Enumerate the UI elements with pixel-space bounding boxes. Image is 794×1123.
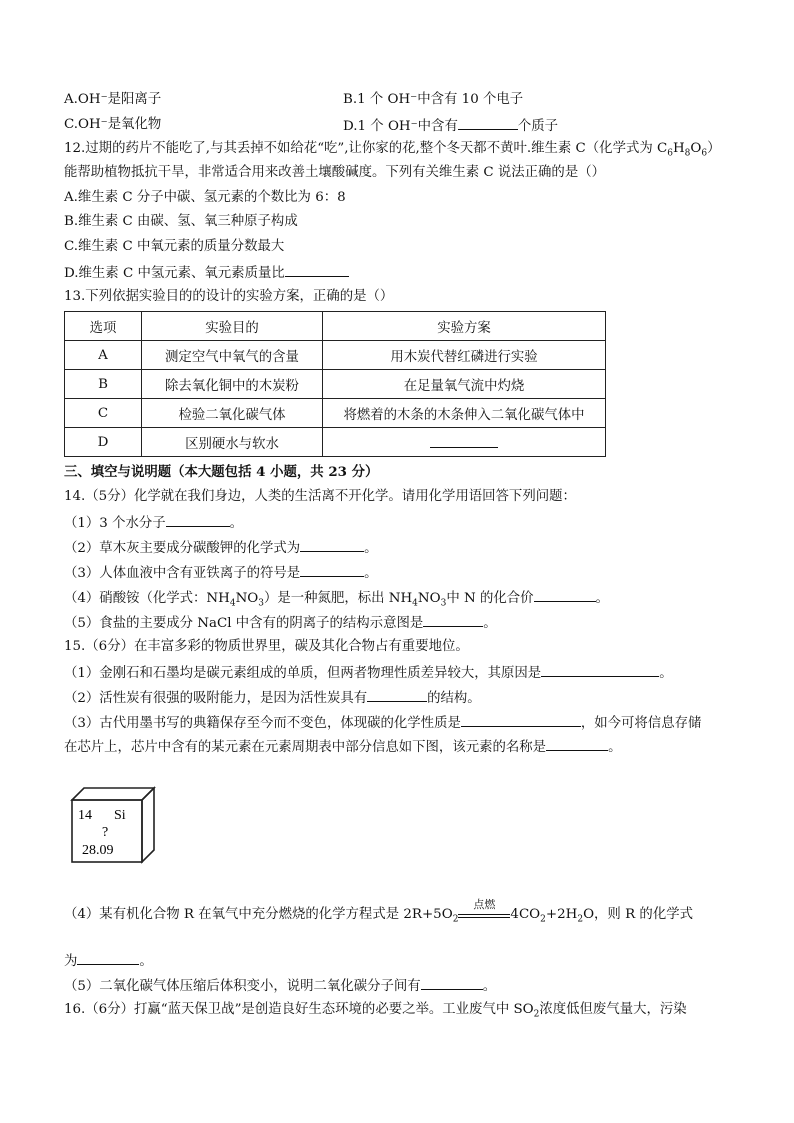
- formula-sub: 2: [452, 914, 459, 925]
- q15-sub4-text: （4）某有机化合物 R 在氧气中充分燃烧的化学方程式是 2R+5O: [64, 907, 453, 922]
- reaction-arrow: [458, 898, 510, 918]
- q15-sub2-text-end: 的结构。: [427, 691, 481, 706]
- q11-option-d: [343, 115, 558, 137]
- formula-el: +2H: [545, 907, 578, 922]
- period: 。: [659, 666, 673, 681]
- q13-stem: 13.下列依据实验目的的设计的实验方案，正确的是（）: [64, 289, 394, 304]
- q16-stem-text-end: 浓度低但废气量大，污染: [539, 1002, 687, 1017]
- q11-option-c: C.OH⁻是氧化物: [64, 117, 162, 132]
- formula-sub: 4: [229, 598, 236, 609]
- q14-sub4: [64, 587, 609, 609]
- answer-blank[interactable]: [458, 115, 518, 130]
- answer-blank[interactable]: [166, 512, 230, 527]
- cell-plan-blank[interactable]: [323, 428, 606, 457]
- formula-el: NO: [417, 591, 441, 606]
- q15-sub2-text: （2）活性炭有很强的吸附能力，是因为活性炭具有: [64, 691, 368, 706]
- table-row: [65, 370, 606, 399]
- formula-sub: 2: [540, 914, 546, 925]
- period: 。: [483, 616, 497, 631]
- answer-blank[interactable]: [367, 687, 427, 702]
- formula-el: O: [690, 141, 702, 156]
- q15-sub4-text: 为: [64, 954, 78, 969]
- q15-sub2: [64, 687, 481, 709]
- answer-blank[interactable]: [461, 712, 581, 727]
- q11-option-b: B.1 个 OH⁻中含有 10 个电子: [343, 92, 524, 107]
- q15-sub3-text-end: ，如今可将信息存储: [580, 716, 702, 731]
- q11-option-d-text: D.1 个 OH⁻中含有: [343, 119, 458, 134]
- answer-blank[interactable]: [285, 262, 349, 277]
- period: 。: [595, 591, 609, 606]
- cell-purpose: 区别硬水与软水: [142, 428, 323, 457]
- q11-option-d-unit: 个质子: [517, 119, 559, 134]
- period: 。: [608, 740, 622, 755]
- header-option: 选项: [65, 312, 142, 341]
- q12-stem-end: ）: [707, 141, 721, 156]
- q15-sub1-text: （1）金刚石和石墨均是碳元素组成的单质，但两者物理性质差异较大，其原因是: [64, 666, 542, 681]
- cell-option: C: [65, 399, 142, 428]
- cell-plan: 将燃着的木条的木条伸入二氧化碳气体中: [323, 399, 606, 428]
- cell-plan: 用木炭代替红磷进行实验: [323, 341, 606, 370]
- q14-sub1: [64, 512, 243, 534]
- q14-sub4-text: ）是一种氮肥，标出 NH: [264, 591, 413, 606]
- table-row: [65, 399, 606, 428]
- answer-blank[interactable]: [430, 433, 498, 448]
- period: 。: [364, 566, 378, 581]
- formula-sub: 2: [577, 914, 584, 925]
- q12-stem-line1: [64, 139, 721, 159]
- q15-sub1: [64, 662, 673, 684]
- q15-sub3-line2: [64, 736, 621, 758]
- atomic-mass: 28.09: [82, 843, 114, 858]
- cell-option: B: [65, 370, 142, 399]
- experiment-table: [64, 311, 606, 457]
- period: 。: [482, 979, 497, 994]
- formula-el: H: [672, 141, 685, 156]
- cell-purpose: 检验二氧化碳气体: [142, 399, 323, 428]
- q14-sub4-text: （4）硝酸铵（化学式：NH: [64, 591, 230, 606]
- answer-blank[interactable]: [421, 975, 483, 990]
- q14-sub1-text: （1）3 个水分子: [64, 516, 166, 531]
- q15-sub3-text: （3）古代用墨书写的典籍保存至今而不变色，体现碳的化学性质是: [64, 716, 461, 731]
- period: 。: [364, 541, 378, 556]
- cell-option: A: [65, 341, 142, 370]
- q14-stem: 14.（5分）化学就在我们身边，人类的生活离不开化学。请用化学用语回答下列问题：: [64, 489, 576, 504]
- element-name: ?: [102, 825, 109, 840]
- q16-stem-text: 16.（6分）打赢“蓝天保卫战”是创造良好生态环境的必要之举。工业废气中 SO: [64, 1002, 534, 1017]
- cell-option: D: [65, 428, 142, 457]
- q12-stem-line2: 能帮助植物抵抗干旱，非常适合用来改善土壤酸碱度。下列有关维生素 C 说法正确的是（）: [64, 165, 605, 180]
- periodic-element-card: [70, 786, 156, 864]
- q15-sub4-text-end: ，则 R 的化学式: [594, 907, 693, 922]
- cell-purpose: 除去氧化铜中的木炭粉: [142, 370, 323, 399]
- q14-sub5-text: （5）食盐的主要成分 NaCl 中含有的阴离子的结构示意图是: [64, 616, 424, 631]
- header-plan: 实验方案: [323, 312, 606, 341]
- formula-sub: 3: [440, 598, 447, 609]
- answer-blank[interactable]: [546, 736, 608, 751]
- formula-el: 4CO: [510, 907, 541, 922]
- q14-sub2-text: （2）草木灰主要成分碳酸钾的化学式为: [64, 541, 301, 556]
- formula-sub: 3: [258, 598, 264, 609]
- answer-blank[interactable]: [541, 662, 659, 677]
- formula-sub: 8: [684, 148, 691, 159]
- answer-blank[interactable]: [534, 587, 596, 602]
- q14-sub2: [64, 537, 378, 559]
- q11-option-a: A.OH⁻是阳离子: [64, 92, 162, 107]
- cell-plan: 在足量氧气流中灼烧: [323, 370, 606, 399]
- q12-option-d-text: D.维生素 C 中氢元素、氧元素质量比: [64, 266, 285, 281]
- q12-option-b: B.维生素 C 由碳、氢、氧三种原子构成: [64, 214, 298, 229]
- q15-sub3-text: 在芯片上，芯片中含有的某元素在元素周期表中部分信息如下图，该元素的名称是: [64, 740, 547, 755]
- formula-sub: 6: [701, 148, 708, 159]
- q14-sub3-text: （3）人体血液中含有亚铁离子的符号是: [64, 566, 301, 581]
- answer-blank[interactable]: [300, 562, 364, 577]
- answer-blank[interactable]: [77, 950, 139, 965]
- q14-sub5: [64, 612, 497, 634]
- table-row: [65, 428, 606, 457]
- table-row: [65, 341, 606, 370]
- q12-option-a: A.维生素 C 分子中碳、氢元素的个数比为 6：8: [64, 190, 346, 205]
- formula-sub: 2: [533, 1009, 540, 1020]
- period: 。: [229, 516, 244, 531]
- q15-sub5: [64, 975, 496, 997]
- q16-stem: [64, 1000, 687, 1020]
- reaction-condition: 点燃: [473, 898, 496, 911]
- formula-el: O: [583, 907, 595, 922]
- q15-stem: 15.（6分）在丰富多彩的物质世界里，碳及其化合物占有重要地位。: [64, 639, 469, 654]
- cube-top: [72, 788, 154, 800]
- q15-sub5-text: （5）二氧化碳气体压缩后体积变小，说明二氧化碳分子间有: [64, 979, 421, 994]
- q15-sub4-line1: [64, 898, 693, 925]
- answer-blank[interactable]: [300, 537, 364, 552]
- q12-stem-text: 12.过期的药片不能吃了,与其丢掉不如给花“吃”,让你家的花,整个冬天都不黄叶.维生素 C（化学式为 C: [64, 141, 668, 156]
- formula-sub: 6: [667, 148, 673, 159]
- element-symbol: Si: [114, 808, 126, 823]
- cell-purpose: 测定空气中氧气的含量: [142, 341, 323, 370]
- q12-option-d: [64, 262, 349, 284]
- period: 。: [139, 954, 153, 969]
- table-header-row: [65, 312, 606, 341]
- q15-sub3-line1: [64, 712, 701, 734]
- atomic-number: 14: [78, 808, 92, 823]
- q15-sub4-line2: [64, 950, 153, 972]
- formula-sub: 4: [412, 598, 418, 609]
- formula-el: NO: [235, 591, 259, 606]
- answer-blank[interactable]: [423, 612, 483, 627]
- section-title: 三、填空与说明题（本大题包括 4 小题，共 23 分）: [64, 464, 379, 480]
- header-purpose: 实验目的: [142, 312, 323, 341]
- q14-sub3: [64, 562, 378, 584]
- q14-sub4-text: 中 N 的化合价: [446, 591, 534, 606]
- q12-option-c: C.维生素 C 中氧元素的质量分数最大: [64, 239, 285, 254]
- cube-side: [142, 788, 154, 862]
